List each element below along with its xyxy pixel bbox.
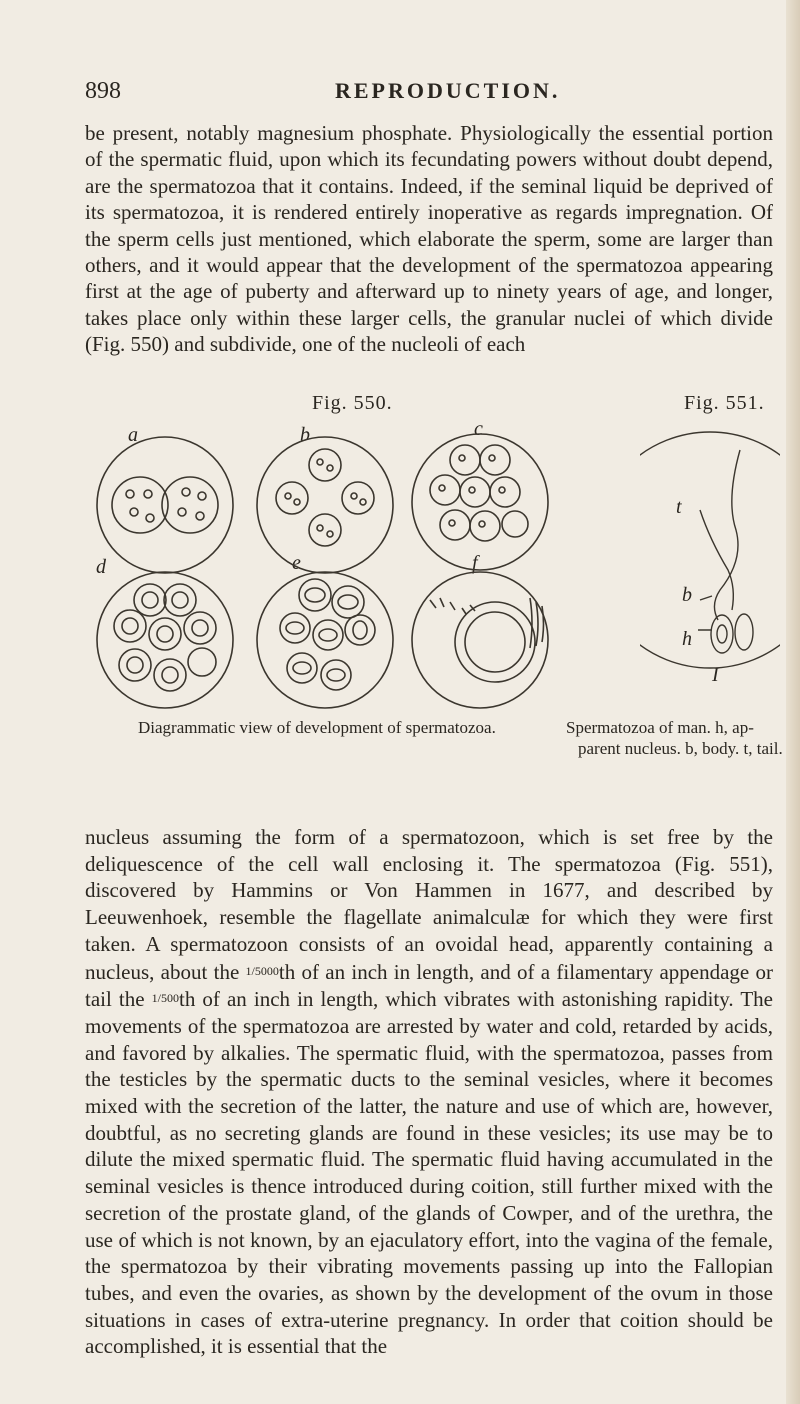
cell-e <box>257 572 393 708</box>
paragraph-2-part2: th of an inch in length, and of a filamentary appendage or tail the <box>85 959 773 1012</box>
paragraph-1: be present, notably magnesium phosphate. Physiologically the essential portion of the spermatic fluid, upon which its fecundating powers without doubt depend, are the spermatozoa that it contains. Indeed, if the seminal liquid be deprived of its spermatozoa, it is rendered entirely inoperative as regards impregnation. Of the sperm cells just mentioned, which elaborate the sperm, some are larger than others, and it would appear that the development of the spermatozoa appearing first at the age of puberty and afterward up to ninety years of age, and longer, takes place only within these larger cells, the granular nuclei of which divide (Fig. 550) and subdivide, one of the nucleoli of each <box>85 121 773 357</box>
running-head: REPRODUCTION. <box>335 78 561 103</box>
paragraph-2-part1: nucleus assuming the form of a spermatozoon, which is set free by the deliquescence of the cell wall enclosing it. The spermatozoa (Fig. 551), discovered by Hammins or Von Hammen in 1677, and described by Leeuwenhoek, resemble the flagellate animalculæ for which they were first taken. A spermatozoon consists of an ovoidal head, apparently containing a nucleus, about the <box>85 825 773 984</box>
fig-551-caption-line1: Spermatozoa of man. h, ap- <box>566 718 754 737</box>
fig-550-letter-f: f <box>472 552 478 574</box>
fig-550-letter-a: a <box>128 424 138 446</box>
fig-550-caption: Diagrammatic view of development of spermatozoa. <box>138 718 496 737</box>
fig-550-letter-c: c <box>474 418 483 440</box>
fig-551-letter-i: I <box>712 664 719 686</box>
page-header <box>85 78 775 108</box>
fig-551-letter-h: h <box>682 628 692 650</box>
fig-551-caption-line2: parent nucleus. b, body. t, tail. <box>578 739 783 758</box>
fig-551-drawing <box>640 420 780 690</box>
fig-551-letter-b: b <box>682 584 692 606</box>
paragraph-2-part3: th of an inch in length, which vibrates with astonishing rapidity. The movements of the spermatozoa are arrested by water and cold, retarded by acids, and favored by alkalies. The spermatic fluid, with the spermatozoa, passes from the testicles by the spermatic ducts to the seminal vesicles, where it becomes mixed with the secretion of the latter, the nature and use of which are, however, doubtful, as no secreting glands are found in these vesicles; its use may be to dilute the mixed spermatic fluid. The spermatic fluid having accumulated in the seminal vesicles is thence introduced during coition, still further mixed with the secretion of the prostate gland, of the glands of Cowper, and of the urethra, the use of which is not known, by an ejaculatory effort, into the vagina of the female, the spermatozoa by their vibrating movements passing up into the Fallopian tubes, and even the ovaries, as shown by the development of the ovum in those situations in cases of extra-uterine pregnancy. In order that coition should be accomplished, it is essential that the <box>85 987 773 1359</box>
cell-a <box>97 437 233 573</box>
fig-550-label: Fig. 550. <box>312 392 393 414</box>
fig-551-label: Fig. 551. <box>684 392 765 414</box>
head-1 <box>711 615 733 653</box>
paragraph-2 <box>85 824 773 1360</box>
tail-1 <box>714 450 740 620</box>
page-number: 898 <box>85 78 121 104</box>
fraction-tail-length: 1/500 <box>151 991 179 1006</box>
cell-d <box>97 572 233 708</box>
head-2 <box>735 614 753 650</box>
fig-550-letter-e: e <box>292 552 301 574</box>
cell-f <box>412 572 548 708</box>
cell-b <box>257 437 393 573</box>
fig-550-letter-b: b <box>300 424 310 446</box>
fraction-head-length: 1/5000 <box>245 963 279 978</box>
cell-c <box>412 434 548 570</box>
fig-550-letter-d: d <box>96 556 106 578</box>
fig-551-letter-t: t <box>676 496 682 518</box>
page-edge <box>786 0 800 1404</box>
fig-550-drawings <box>90 430 560 710</box>
